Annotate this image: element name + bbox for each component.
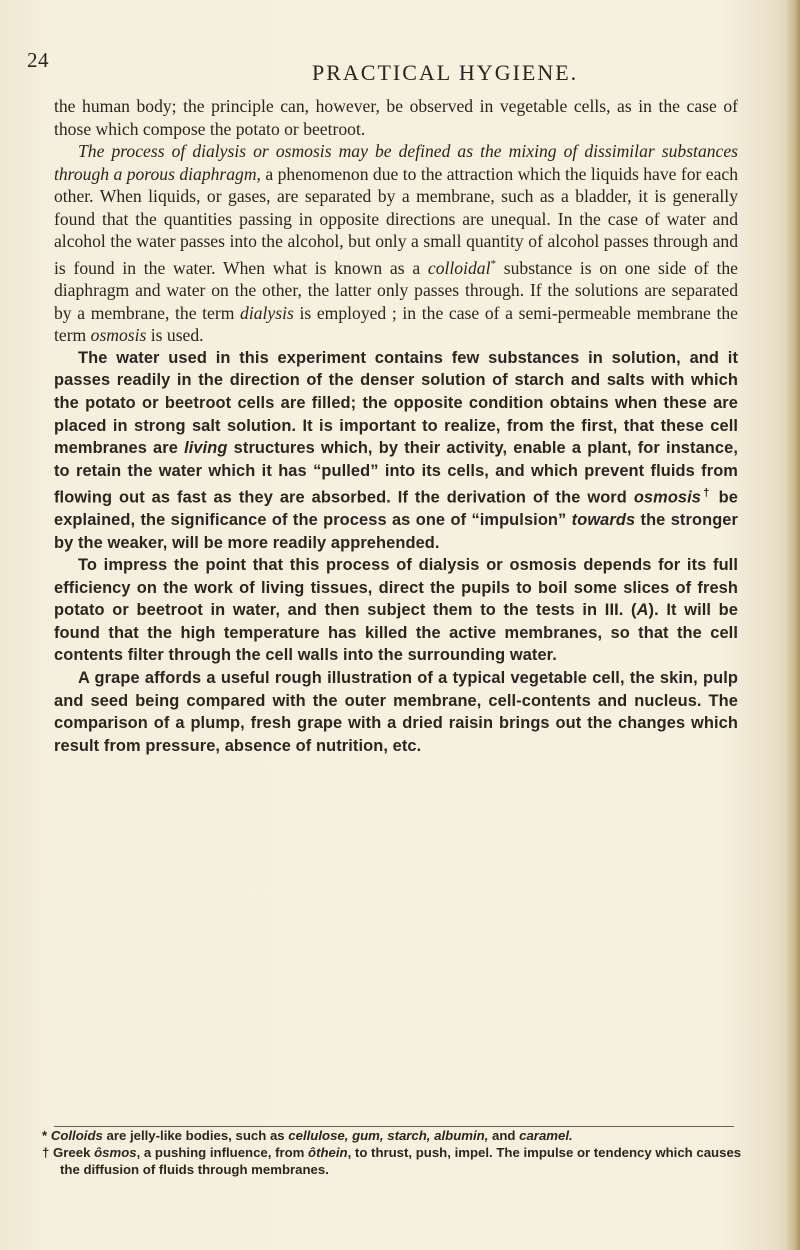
paragraph <box>54 95 738 140</box>
greek-term: ôthein <box>308 1145 348 1160</box>
text-run: is employed ; in the case of a semi-permeable membrane the term <box>54 302 738 346</box>
text-run: be explained, the significance of the process as one of “impulsion” <box>54 488 739 530</box>
term-living: living <box>184 439 228 458</box>
paragraph-definition <box>54 140 738 347</box>
text-run: and <box>488 1128 520 1143</box>
text-run: a phenomenon due to the attraction which the liquids have for each other. When liquids, or gases, are separated by a membrane, such as a bladder, it is generally found that the quantities passing in opposite directions are unequal. In the case of water and alcohol the water passes into the alcohol, but only a small quantity of alcohol passes through and is found in the water. When what is known as a <box>54 163 738 278</box>
text-run: the stronger by the weaker, will be more readily apprehended. <box>54 511 738 552</box>
running-head: PRACTICAL HYGIENE. <box>312 60 579 85</box>
text-run: is used. <box>146 325 204 346</box>
term-dialysis: dialysis <box>240 302 294 323</box>
footnotes <box>42 1127 742 1178</box>
body-text <box>54 95 738 757</box>
paragraph-experiment <box>54 347 738 554</box>
footnote-osmosis <box>42 1144 742 1178</box>
text-run: substance is on one side of the diaphragm and water on the other, the latter only passes through. If the solutions are separated by a membrane, the term <box>54 257 738 323</box>
text-run: are jelly-like bodies, such as <box>102 1128 289 1143</box>
footnote-mark: † <box>42 1145 50 1160</box>
footnote-list: cellulose, gum, starch, albumin, <box>288 1128 489 1143</box>
footnote-list-end: caramel. <box>519 1128 573 1143</box>
text-run: Greek <box>49 1145 95 1160</box>
text-run: To impress the point that this process of dialysis or osmosis depends for its full efficiency on the work of living tissues, direct the pupils to boil some slices of fresh potato or beetroot in water, and then subject them to the tests in III. ( <box>54 556 738 620</box>
footnote-term: Colloids <box>50 1128 103 1143</box>
footnote-ref-star: * <box>490 257 496 270</box>
page-number: 24 <box>27 48 49 72</box>
text-run: structures which, by their activity, enable a plant, for instance, to retain the water which it has “pulled” into its cells, and which prevent fluids from flowing out as fast as they are absorbed. If the derivation of the word <box>54 439 738 507</box>
definition-italic: The process of dialysis or osmosis may be defined as the mixing of dissimilar substances through a porous diaphragm, <box>54 141 738 184</box>
greek-term: ôsmos <box>94 1145 137 1160</box>
footnote-colloids <box>42 1127 742 1144</box>
text-run: The water used in this experiment contains few substances in solution, and it passes readily in the direction of the denser solution of starch and salts with which the potato or beetroot cells are filled; the opposite condition obtains when these are placed in strong salt solution. It is important to realize, from the first, that these cell membranes are <box>54 348 738 458</box>
term-colloidal: colloidal <box>427 257 491 278</box>
paragraph-boiling <box>54 554 738 667</box>
term-A: A <box>636 601 649 620</box>
text-run: the human body; the principle can, however, be observed in vegetable cells, as in the case of those which compose the potato or beetroot. <box>54 96 738 139</box>
footnote-mark: * <box>42 1128 48 1143</box>
term-towards: towards <box>571 511 636 530</box>
text-run: A grape affords a useful rough illustration of a typical vegetable cell, the skin, pulp and seed being compared with the outer membrane, cell-contents and nucleus. The comparison of a plump, fresh grape with a dried raisin brings out the changes which result from pressure, absence of nutrition, etc. <box>54 669 738 755</box>
page-edge-shadow <box>786 0 800 1250</box>
term-osmosis: osmosis <box>90 325 147 346</box>
text-run: , to thrust, push, impel. The impulse or tendency which causes the diffusion of fluids through membranes. <box>60 1145 742 1177</box>
text-run: ). It will be found that the high temperature has killed the active membranes, so that the cell contents filter through the cell walls into the surrounding water. <box>54 601 738 665</box>
text-run: , a pushing influence, from <box>136 1145 309 1160</box>
term-osmosis: osmosis <box>633 488 702 507</box>
footnote-ref-dagger: † <box>701 487 712 500</box>
paragraph-grape <box>54 667 738 757</box>
